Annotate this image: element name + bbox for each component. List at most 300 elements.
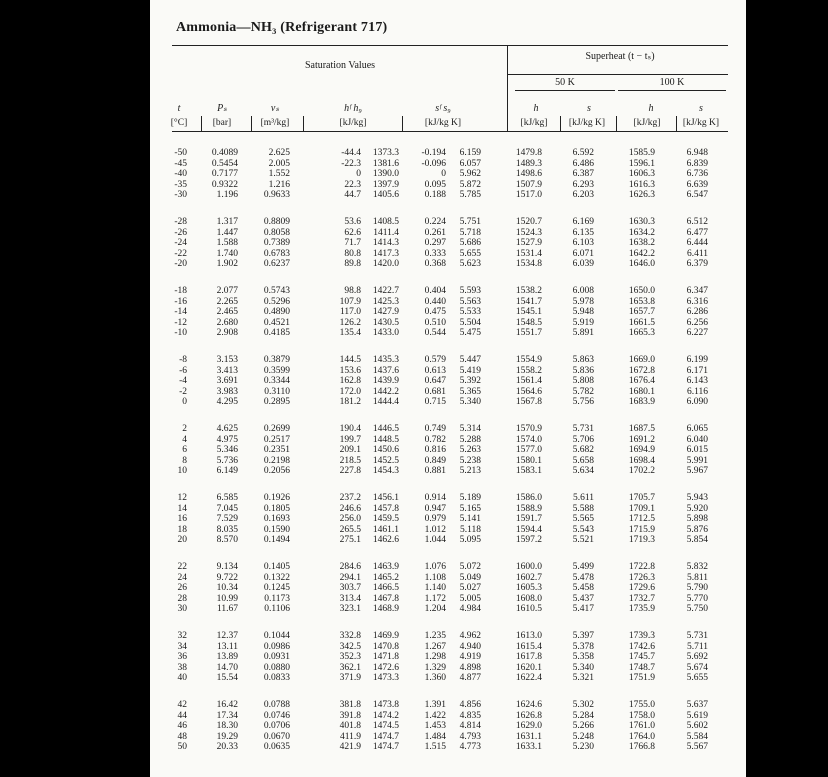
cell-hf: 22.3 (344, 179, 361, 190)
cell-hf: 303.7 (339, 583, 361, 593)
cell-sf: 0.261 (424, 227, 446, 238)
cell-sg: 5.392 (459, 376, 481, 386)
cell-s-50k: 5.248 (572, 731, 594, 742)
cell-hf: 98.8 (344, 286, 361, 296)
cell-s-50k: 5.437 (572, 593, 594, 604)
cell-hg: 1397.9 (372, 179, 399, 190)
cell-sf: 0.782 (424, 434, 446, 445)
cell-h-100k: 1705.7 (628, 493, 655, 503)
cell-pressure: 5.346 (216, 445, 238, 455)
cell-s-50k: 5.499 (572, 562, 594, 572)
cell-h-100k: 1683.9 (628, 397, 655, 407)
cell-s-100k: 5.854 (686, 535, 708, 545)
cell-sg: 4.856 (459, 700, 481, 710)
cell-h-100k: 1585.9 (628, 148, 655, 158)
cell-sg: 4.962 (459, 631, 481, 641)
superheat-divider (507, 45, 508, 131)
cell-h-100k: 1694.9 (628, 445, 655, 455)
cell-sg: 4.814 (459, 721, 481, 731)
cell-h-50k: 1586.0 (515, 493, 542, 503)
cell-hf: -44.4 (341, 148, 361, 158)
cell-sg: 6.057 (459, 158, 481, 169)
cell-s-100k: 6.040 (686, 434, 708, 445)
cell-specific-volume: 0.7389 (263, 238, 290, 248)
cell-hg: 1459.5 (372, 514, 399, 524)
cell-h-50k: 1548.5 (515, 317, 542, 328)
cell-s-50k: 6.008 (572, 286, 594, 296)
cell-sg: 5.718 (459, 227, 481, 238)
cell-h-50k: 1577.0 (515, 445, 542, 455)
cell-sg: 5.340 (459, 397, 481, 407)
cell-h-50k: 1613.0 (515, 631, 542, 641)
cell-hg: 1473.3 (372, 673, 399, 683)
cell-h-100k: 1672.8 (628, 365, 655, 376)
cell-temperature: 34 (177, 641, 187, 652)
cell-sg: 4.984 (459, 604, 481, 614)
cell-temperature: -45 (174, 158, 187, 169)
cell-sg: 5.118 (459, 524, 481, 535)
cell-specific-volume: 0.1044 (263, 631, 290, 641)
cell-sf: 0.816 (424, 445, 446, 455)
cell-h-100k: 1661.5 (628, 317, 655, 328)
col-unit-enthalpy: [kJ/kg] (339, 118, 367, 128)
cell-sg: 4.877 (459, 673, 481, 683)
cell-h-100k: 1745.7 (628, 652, 655, 662)
cell-sf: 1.298 (424, 652, 446, 662)
cell-h-100k: 1702.2 (628, 466, 655, 476)
cell-pressure: 3.691 (216, 376, 238, 386)
cell-h-100k: 1606.3 (628, 169, 655, 179)
cell-s-100k: 5.967 (686, 466, 708, 476)
cell-h-50k: 1558.2 (515, 365, 542, 376)
cell-sf: 0.368 (424, 259, 446, 269)
cell-pressure: 8.035 (216, 524, 238, 535)
unit-separator (560, 116, 561, 131)
cell-s-100k: 5.584 (686, 731, 708, 742)
col-symbol-t: t (177, 103, 181, 114)
cell-temperature: -2 (179, 386, 187, 397)
cell-specific-volume: 0.8809 (263, 217, 290, 227)
cell-sg: 5.623 (459, 259, 481, 269)
cell-hf: 71.7 (344, 238, 361, 248)
col-symbol-entropy: sᶠ s₉ (435, 103, 451, 114)
cell-h-50k: 1594.4 (515, 524, 542, 535)
cell-h-100k: 1638.2 (628, 238, 655, 248)
cell-specific-volume: 0.0788 (263, 700, 290, 710)
cell-sf: 0.095 (424, 179, 446, 190)
cell-temperature: 48 (177, 731, 187, 742)
cell-hf: 218.5 (339, 455, 361, 466)
col-symbol-h100: h (648, 103, 654, 114)
cell-pressure: 0.5454 (211, 158, 238, 169)
cell-temperature: -6 (179, 365, 187, 376)
cell-sf: 0.188 (424, 190, 446, 200)
cell-s-50k: 6.486 (572, 158, 594, 169)
cell-sg: 4.793 (459, 731, 481, 742)
cell-hf: 227.8 (339, 466, 361, 476)
cell-temperature: 26 (177, 583, 187, 593)
cell-s-100k: 6.143 (686, 376, 708, 386)
cell-specific-volume: 0.3110 (264, 386, 290, 397)
cell-temperature: -40 (174, 169, 187, 179)
cell-specific-volume: 0.2895 (263, 397, 290, 407)
cell-pressure: 1.740 (216, 248, 238, 259)
cell-hg: 1427.9 (372, 307, 399, 317)
header-50k: 50 K (555, 77, 575, 88)
cell-hg: 1470.8 (372, 641, 399, 652)
cell-sf: 1.422 (424, 710, 446, 721)
table-page (150, 0, 746, 777)
cell-hf: 117.0 (339, 307, 361, 317)
cell-sg: 5.314 (459, 424, 481, 434)
cell-sg: 5.189 (459, 493, 481, 503)
cell-sg: 4.835 (459, 710, 481, 721)
cell-s-50k: 5.756 (572, 397, 594, 407)
cell-temperature: 20 (177, 535, 187, 545)
cell-hg: 1474.5 (372, 721, 399, 731)
cell-hf: 421.9 (339, 742, 361, 752)
cell-h-50k: 1610.5 (515, 604, 542, 614)
cell-hf: 44.7 (344, 190, 361, 200)
cell-sg: 4.773 (459, 742, 481, 752)
col-unit-h100: [kJ/kg] (633, 118, 661, 128)
cell-s-100k: 6.015 (686, 445, 708, 455)
col-unit-pressure: [bar] (212, 118, 232, 128)
cell-hf: 209.1 (339, 445, 361, 455)
cell-temperature: 46 (177, 721, 187, 731)
cell-h-100k: 1764.0 (628, 731, 655, 742)
unit-separator (676, 116, 677, 131)
cell-specific-volume: 0.2056 (263, 466, 290, 476)
cell-sf: 1.391 (424, 700, 446, 710)
cell-sg: 4.940 (459, 641, 481, 652)
cell-hg: 1414.3 (372, 238, 399, 248)
cell-hf: 181.2 (339, 397, 361, 407)
cell-pressure: 12.37 (216, 631, 238, 641)
cell-hf: 162.8 (339, 376, 361, 386)
cell-temperature: 18 (177, 524, 187, 535)
cell-temperature: 22 (177, 562, 187, 572)
cell-h-50k: 1564.6 (515, 386, 542, 397)
col-symbol-s100: s (699, 103, 703, 114)
col-unit-s50: [kJ/kg K] (568, 118, 606, 128)
cell-specific-volume: 0.1494 (263, 535, 290, 545)
cell-s-100k: 5.876 (686, 524, 708, 535)
cell-hg: 1433.0 (372, 328, 399, 338)
cell-pressure: 4.625 (216, 424, 238, 434)
cell-hf: 62.6 (344, 227, 361, 238)
cell-s-50k: 5.863 (572, 355, 594, 365)
cell-h-50k: 1545.1 (515, 307, 542, 317)
cell-s-50k: 5.634 (572, 466, 594, 476)
cell-hg: 1422.7 (372, 286, 399, 296)
cell-s-50k: 5.948 (572, 307, 594, 317)
cell-s-100k: 5.619 (686, 710, 708, 721)
cell-temperature: -14 (174, 307, 187, 317)
cell-hg: 1430.5 (372, 317, 399, 328)
cell-temperature: -10 (174, 328, 187, 338)
cell-s-50k: 5.682 (572, 445, 594, 455)
cell-s-50k: 5.588 (572, 503, 594, 514)
unit-separator (251, 116, 252, 131)
cell-specific-volume: 0.5743 (263, 286, 290, 296)
cell-s-50k: 6.071 (572, 248, 594, 259)
cell-h-50k: 1531.4 (515, 248, 542, 259)
cell-s-100k: 6.171 (686, 365, 708, 376)
cell-pressure: 18.30 (216, 721, 238, 731)
cell-hg: 1390.0 (372, 169, 399, 179)
cell-pressure: 13.11 (216, 641, 238, 652)
cell-specific-volume: 0.0833 (263, 673, 290, 683)
cell-s-100k: 5.898 (686, 514, 708, 524)
cell-s-100k: 5.731 (686, 631, 708, 641)
cell-specific-volume: 0.1590 (263, 524, 290, 535)
cell-h-50k: 1600.0 (515, 562, 542, 572)
cell-sg: 5.213 (459, 466, 481, 476)
cell-h-50k: 1567.8 (515, 397, 542, 407)
cell-hf: 391.8 (339, 710, 361, 721)
cell-sf: 1.204 (424, 604, 446, 614)
cell-hg: 1467.8 (372, 593, 399, 604)
cell-s-50k: 5.658 (572, 455, 594, 466)
cell-h-100k: 1646.0 (628, 259, 655, 269)
cell-h-100k: 1732.7 (628, 593, 655, 604)
cell-specific-volume: 0.5296 (263, 296, 290, 307)
cell-hf: 342.5 (339, 641, 361, 652)
cell-sg: 5.504 (459, 317, 481, 328)
cell-hf: 199.7 (339, 434, 361, 445)
col-symbol-h50: h (533, 103, 539, 114)
cell-s-100k: 5.750 (686, 604, 708, 614)
cell-h-100k: 1642.2 (628, 248, 655, 259)
cell-hf: 107.9 (339, 296, 361, 307)
cell-h-50k: 1570.9 (515, 424, 542, 434)
cell-temperature: -24 (174, 238, 187, 248)
cell-s-100k: 6.444 (686, 238, 708, 248)
cell-sf: 1.140 (424, 583, 446, 593)
col-unit-t: [°C] (170, 118, 188, 128)
cell-pressure: 5.736 (216, 455, 238, 466)
cell-hg: 1437.6 (372, 365, 399, 376)
cell-pressure: 2.265 (216, 296, 238, 307)
cell-specific-volume: 0.1245 (263, 583, 290, 593)
cell-h-100k: 1634.2 (628, 227, 655, 238)
cell-hg: 1472.6 (372, 662, 399, 673)
cell-hg: 1450.6 (372, 445, 399, 455)
cell-h-50k: 1617.8 (515, 652, 542, 662)
cell-sg: 5.962 (459, 169, 481, 179)
cell-hf: 323.1 (339, 604, 361, 614)
unit-separator (402, 116, 403, 131)
cell-hg: 1420.0 (372, 259, 399, 269)
col-unit-s100: [kJ/kg K] (682, 118, 720, 128)
cell-hg: 1444.4 (372, 397, 399, 407)
cell-specific-volume: 0.0746 (263, 710, 290, 721)
cell-hf: 401.8 (339, 721, 361, 731)
cell-specific-volume: 0.2699 (263, 424, 290, 434)
cell-sf: 0.510 (424, 317, 446, 328)
cell-h-100k: 1766.8 (628, 742, 655, 752)
cell-temperature: -50 (174, 148, 187, 158)
cell-sf: 1.515 (424, 742, 446, 752)
cell-h-100k: 1761.0 (628, 721, 655, 731)
cell-s-50k: 5.782 (572, 386, 594, 397)
cell-s-50k: 6.039 (572, 259, 594, 269)
cell-s-50k: 5.611 (572, 493, 594, 503)
cell-h-100k: 1755.0 (628, 700, 655, 710)
cell-temperature: 36 (177, 652, 187, 662)
cell-h-50k: 1626.8 (515, 710, 542, 721)
cell-pressure: 7.045 (216, 503, 238, 514)
cell-h-100k: 1691.2 (628, 434, 655, 445)
cell-s-100k: 6.316 (686, 296, 708, 307)
cell-h-100k: 1657.7 (628, 307, 655, 317)
cell-pressure: 17.34 (216, 710, 238, 721)
cell-pressure: 9.722 (216, 572, 238, 583)
cell-h-100k: 1726.3 (628, 572, 655, 583)
cell-sf: 1.267 (424, 641, 446, 652)
cell-hf: 53.6 (344, 217, 361, 227)
cell-h-100k: 1616.3 (628, 179, 655, 190)
cell-s-100k: 6.347 (686, 286, 708, 296)
cell-temperature: 8 (182, 455, 187, 466)
cell-temperature: 16 (177, 514, 187, 524)
cell-s-100k: 6.736 (686, 169, 708, 179)
cell-h-100k: 1680.1 (628, 386, 655, 397)
cell-sf: 0.681 (424, 386, 446, 397)
cell-s-100k: 6.411 (686, 248, 708, 259)
cell-temperature: 24 (177, 572, 187, 583)
cell-temperature: 0 (182, 397, 187, 407)
cell-specific-volume: 1.552 (268, 169, 290, 179)
cell-s-100k: 5.811 (686, 572, 708, 583)
cell-sf: 0.849 (424, 455, 446, 466)
cell-h-50k: 1561.4 (515, 376, 542, 386)
cell-hg: 1468.9 (372, 604, 399, 614)
cell-s-100k: 6.227 (686, 328, 708, 338)
cell-pressure: 3.153 (216, 355, 238, 365)
cell-specific-volume: 0.2198 (263, 455, 290, 466)
cell-h-50k: 1489.3 (515, 158, 542, 169)
cell-s-100k: 6.639 (686, 179, 708, 190)
cell-h-100k: 1735.9 (628, 604, 655, 614)
cell-s-50k: 6.103 (572, 238, 594, 248)
cell-specific-volume: 1.216 (268, 179, 290, 190)
cell-sf: 0.475 (424, 307, 446, 317)
cell-h-50k: 1629.0 (515, 721, 542, 731)
cell-pressure: 3.413 (216, 365, 238, 376)
cell-temperature: 32 (177, 631, 187, 641)
cell-specific-volume: 0.9633 (263, 190, 290, 200)
cell-h-50k: 1602.7 (515, 572, 542, 583)
cell-specific-volume: 0.6237 (263, 259, 290, 269)
cell-hf: 153.6 (339, 365, 361, 376)
cell-s-50k: 5.543 (572, 524, 594, 535)
cell-sg: 4.919 (459, 652, 481, 662)
cell-hg: 1473.8 (372, 700, 399, 710)
header-100k: 100 K (659, 77, 685, 88)
cell-h-50k: 1479.8 (515, 148, 542, 158)
cell-hg: 1439.9 (372, 376, 399, 386)
superheat-rule (507, 74, 728, 75)
cell-hg: 1471.8 (372, 652, 399, 662)
cell-hf: 89.8 (344, 259, 361, 269)
cell-sg: 5.655 (459, 248, 481, 259)
cell-hg: 1463.9 (372, 562, 399, 572)
cell-temperature: -4 (179, 376, 187, 386)
cell-temperature: 40 (177, 673, 187, 683)
cell-h-50k: 1580.1 (515, 455, 542, 466)
cell-sg: 5.533 (459, 307, 481, 317)
cell-hg: 1462.6 (372, 535, 399, 545)
cell-h-50k: 1620.1 (515, 662, 542, 673)
cell-sf: 1.235 (424, 631, 446, 641)
cell-s-100k: 6.065 (686, 424, 708, 434)
cell-h-100k: 1626.3 (628, 190, 655, 200)
cell-h-100k: 1698.4 (628, 455, 655, 466)
cell-h-50k: 1538.2 (515, 286, 542, 296)
cell-h-50k: 1605.3 (515, 583, 542, 593)
cell-h-100k: 1748.7 (628, 662, 655, 673)
cell-h-100k: 1709.1 (628, 503, 655, 514)
cell-s-100k: 5.770 (686, 593, 708, 604)
cell-temperature: 50 (177, 742, 187, 752)
cell-sf: 1.172 (424, 593, 446, 604)
cell-h-50k: 1633.1 (515, 742, 542, 752)
cell-hg: 1474.2 (372, 710, 399, 721)
cell-sg: 6.159 (459, 148, 481, 158)
cell-pressure: 7.529 (216, 514, 238, 524)
cell-sg: 5.419 (459, 365, 481, 376)
cell-s-50k: 5.521 (572, 535, 594, 545)
cell-s-100k: 6.512 (686, 217, 708, 227)
cell-specific-volume: 0.0635 (263, 742, 290, 752)
cell-s-50k: 6.135 (572, 227, 594, 238)
col-unit-volume: [m³/kg] (260, 118, 290, 128)
cell-hf: 265.5 (339, 524, 361, 535)
cell-specific-volume: 0.0670 (263, 731, 290, 742)
cell-h-100k: 1712.5 (628, 514, 655, 524)
cell-h-100k: 1665.3 (628, 328, 655, 338)
cell-pressure: 9.134 (216, 562, 238, 572)
cell-sf: 1.108 (424, 572, 446, 583)
cell-hg: 1461.1 (372, 524, 399, 535)
cell-sg: 5.005 (459, 593, 481, 604)
cell-pressure: 2.077 (216, 286, 238, 296)
cell-specific-volume: 0.1805 (263, 503, 290, 514)
cell-sg: 5.049 (459, 572, 481, 583)
cell-s-50k: 6.203 (572, 190, 594, 200)
cell-temperature: -35 (174, 179, 187, 190)
cell-specific-volume: 0.0880 (263, 662, 290, 673)
cell-hg: 1442.2 (372, 386, 399, 397)
cell-sf: 1.012 (424, 524, 446, 535)
cell-sg: 5.751 (459, 217, 481, 227)
cell-h-50k: 1517.0 (515, 190, 542, 200)
cell-pressure: 2.680 (216, 317, 238, 328)
cell-s-100k: 6.477 (686, 227, 708, 238)
cell-s-100k: 5.674 (686, 662, 708, 673)
cell-temperature: 6 (182, 445, 187, 455)
cell-specific-volume: 0.0986 (263, 641, 290, 652)
cell-h-50k: 1608.0 (515, 593, 542, 604)
superheat-header: Superheat (t − tₛ) (585, 51, 655, 62)
cell-sf: 1.360 (424, 673, 446, 683)
cell-temperature: 10 (177, 466, 187, 476)
cell-pressure: 8.570 (216, 535, 238, 545)
cell-hf: 237.2 (339, 493, 361, 503)
cell-h-50k: 1534.8 (515, 259, 542, 269)
